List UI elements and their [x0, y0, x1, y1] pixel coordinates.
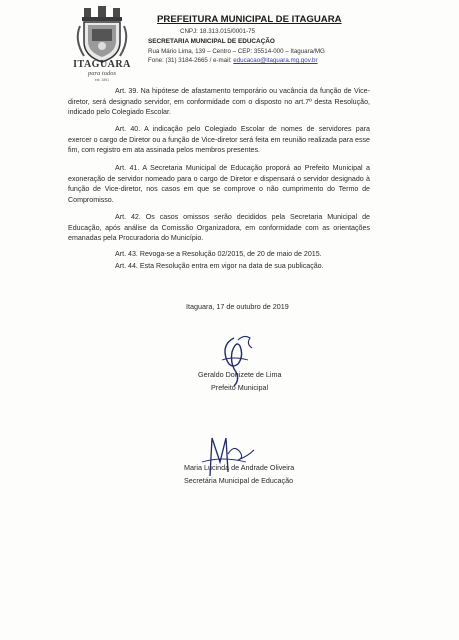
- municipal-coat-of-arms-icon: [70, 6, 134, 64]
- crest-year: est. 1891: [94, 78, 110, 82]
- letterhead-secretariat: SECRETARIA MUNICIPAL DE EDUCAÇÃO: [148, 38, 275, 45]
- article-42: Art. 42. Os casos omissos serão decididos pela Secretaria Municipal de Educação, após análise da Comissão Organizadora, em conformidade com as orientações emanadas pela Procuradoria do Município.: [68, 213, 370, 243]
- article-44: Art. 44. Esta Resolução entra em vigor na data de sua publicação.: [115, 262, 324, 270]
- secretary-name: Maria Lucinda de Andrade Oliveira: [184, 463, 295, 472]
- article-39: Art. 39. Na hipótese de afastamento temporário ou vacância da função de Vice-diretor, será designado servidor, em conformidade com o disposto no art.7º desta Resolução, indicado pelo Colegiado Escolar.: [68, 87, 370, 117]
- letterhead-title: PREFEITURA MUNICIPAL DE ITAGUARA: [157, 14, 342, 25]
- secretary-role: Secretária Municipal de Educação: [184, 476, 294, 485]
- letterhead-contact: [148, 57, 318, 64]
- mayor-role: Prefeito Municipal: [211, 383, 269, 392]
- mayor-name: Geraldo Donizete de Lima: [198, 370, 282, 379]
- letterhead-email-link[interactable]: educacao@itaguara.mg.gov.br: [233, 57, 318, 64]
- letterhead-address: Rua Mário Lima, 139 – Centro – CEP: 35514-000 – Itaguara/MG: [148, 48, 325, 55]
- secretary-handwritten-signature: [196, 432, 256, 480]
- mayor-handwritten-signature: [214, 330, 254, 390]
- article-40: Art. 40. A indicação pelo Colegiado Escolar de nomes de servidores para exercer o cargo de Diretor ou a função de Vice-diretor será feita em reunião realizada para esse fim, com registro em ata assinada pelos membros presentes.: [68, 125, 370, 155]
- article-43: Art. 43. Revoga-se a Resolução 02/2015, de 20 de maio de 2015.: [115, 250, 322, 258]
- crest-city-name: ITAGUARA: [73, 59, 131, 70]
- letterhead-phone: Fone: (31) 3184-2665 / e-mail:: [148, 57, 234, 64]
- document-date: Itaguara, 17 de outubro de 2019: [186, 302, 289, 311]
- article-41: Art. 41. A Secretaria Municipal de Educação proporá ao Prefeito Municipal a exoneração de servidor nomeado para o cargo de Diretor e dispensará o servidor designado à função de Vice-diretor, nos casos em que se comprove o não cumprimento do Termo de Compromisso.: [68, 164, 370, 204]
- letterhead-cnpj: CNPJ: 18.313.015/0001-75: [180, 28, 255, 35]
- crest-motto: para todos: [88, 70, 116, 77]
